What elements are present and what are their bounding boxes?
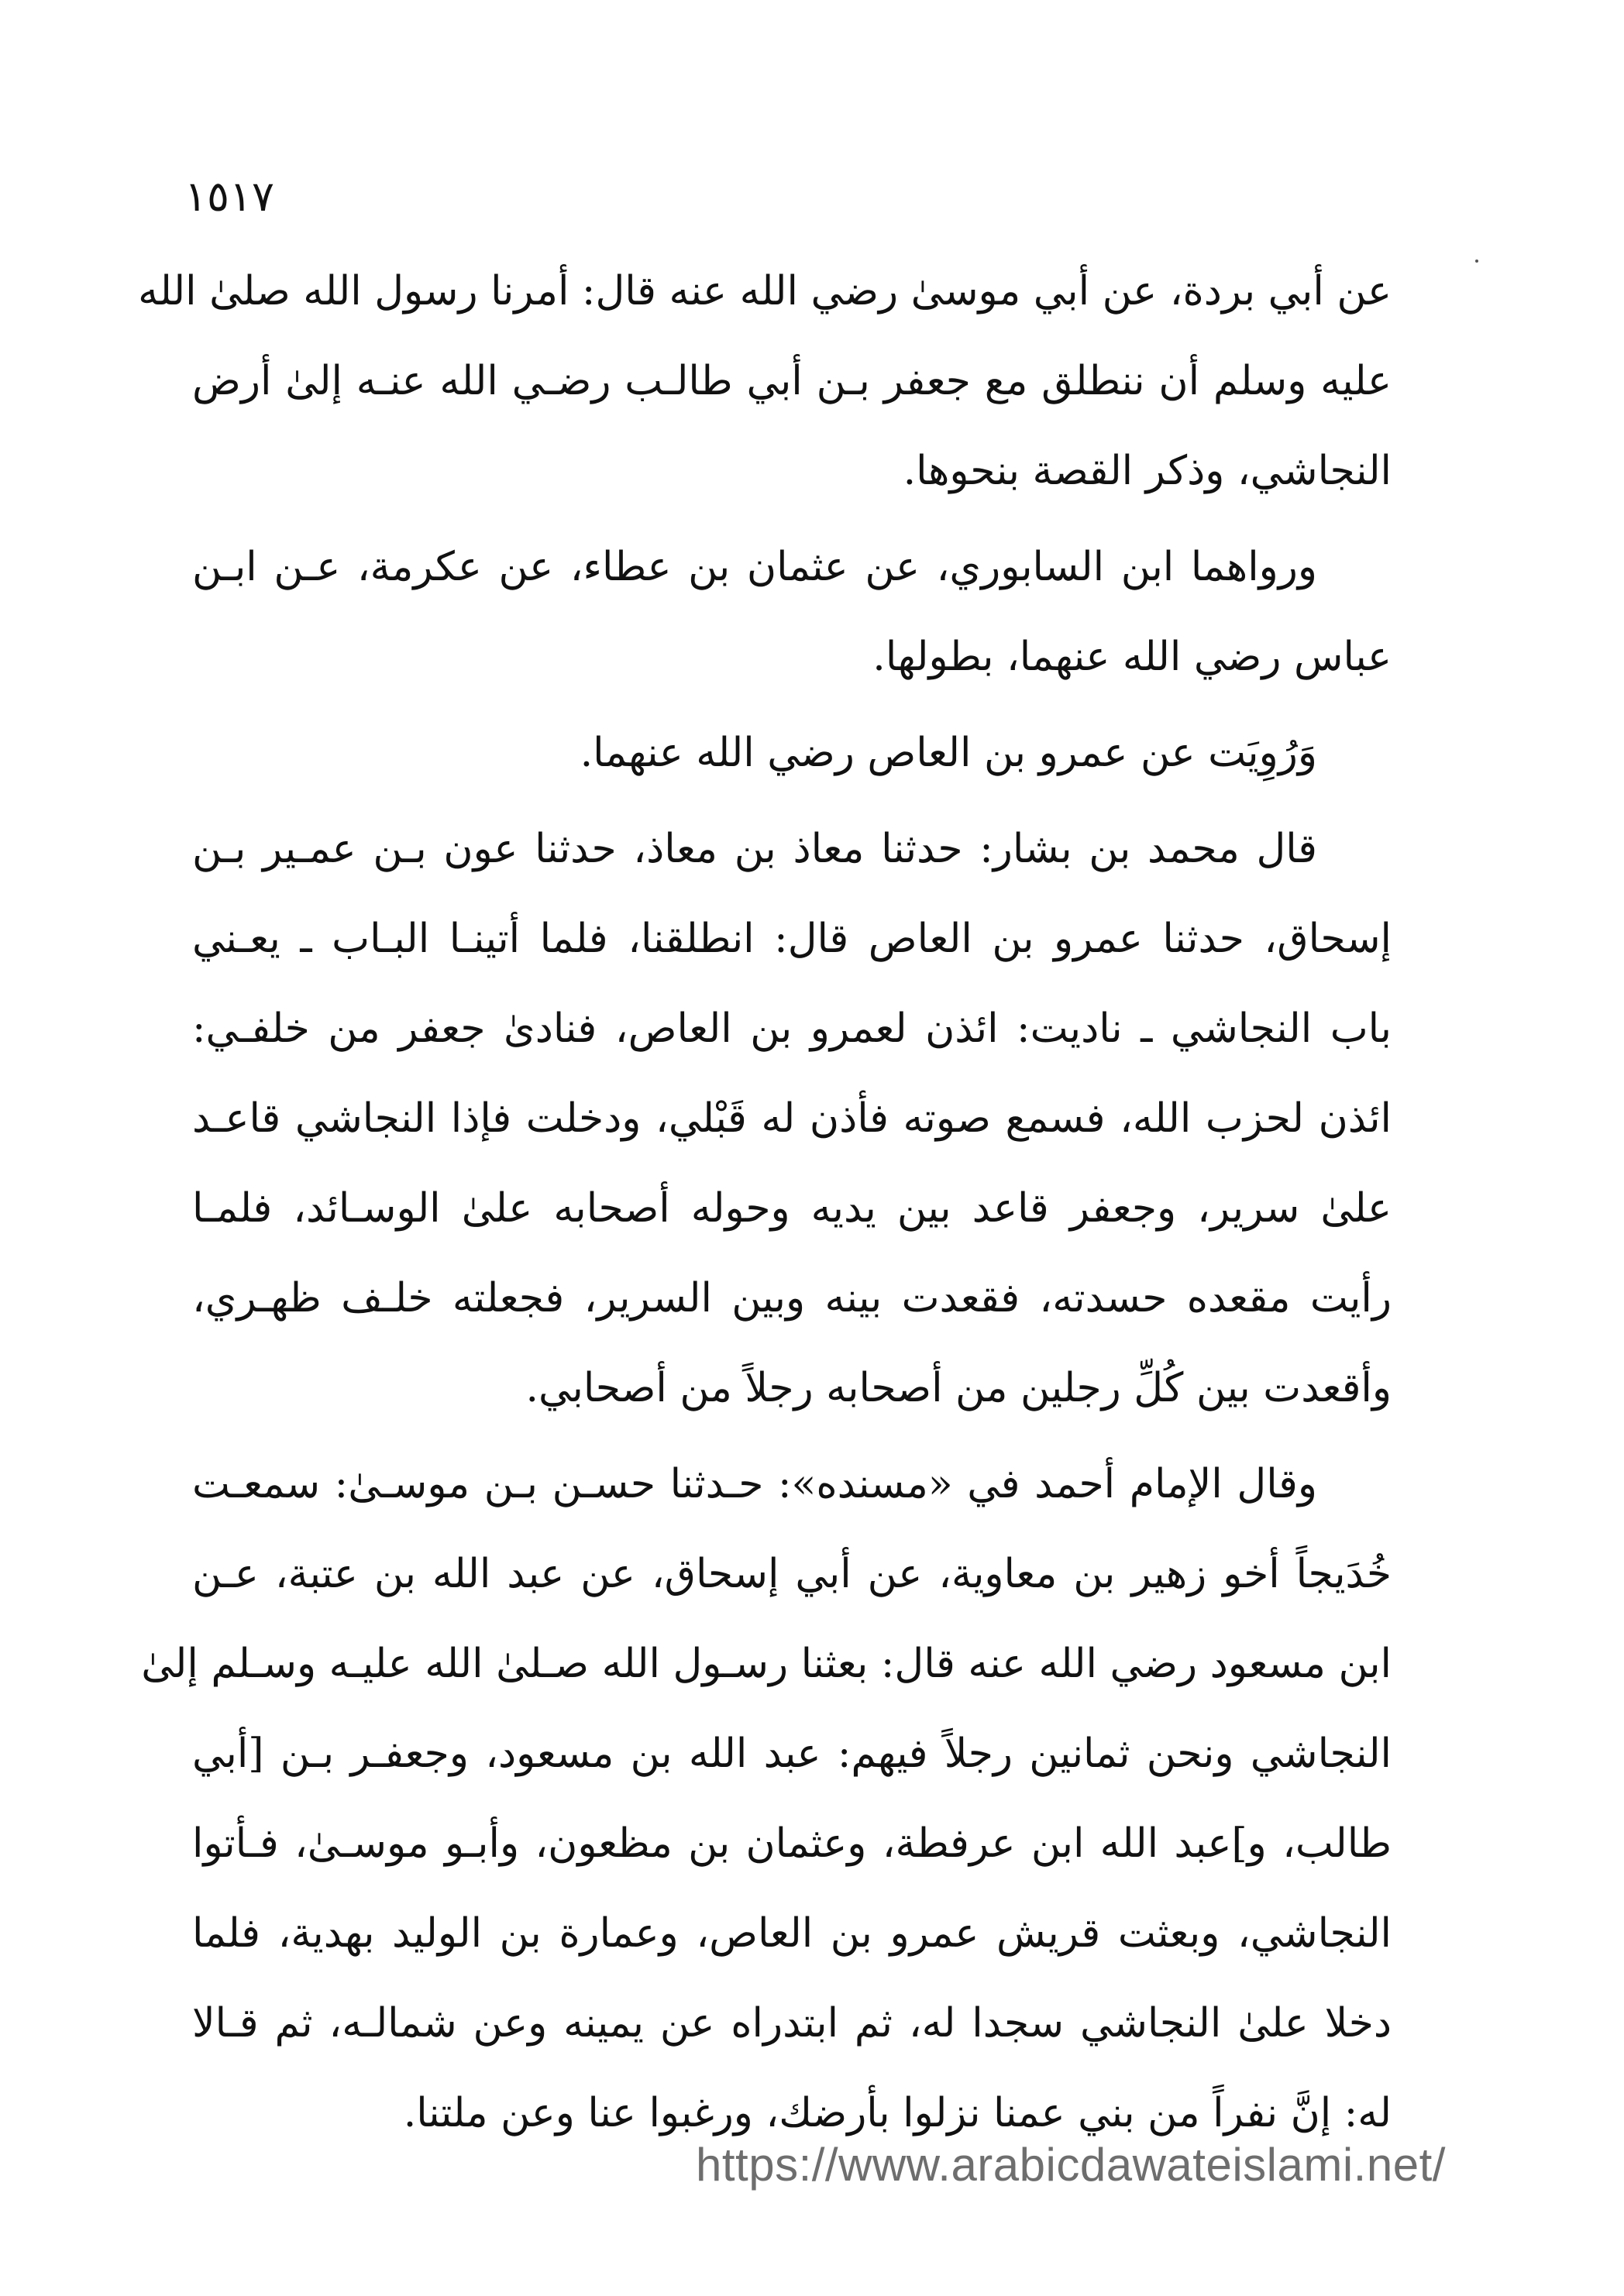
watermark-url: https://www.arabicdawateislami.net/ xyxy=(696,2139,1446,2191)
body-text xyxy=(138,246,1392,2164)
text-line: عباس رضي الله عنهما، بطولها. xyxy=(872,634,1392,680)
text-line: علىٰ سرير، وجعفر قاعد بين يديه وحوله أصحابه علىٰ الوسـائد، فلمـا xyxy=(192,1185,1392,1232)
text-line: طالب، و]عبد الله ابن عرفطة، وعثمان بن مظعون، وأبـو موسـىٰ، فـأتوا xyxy=(192,1820,1392,1867)
text-line: دخلا علىٰ النجاشي سجدا له، ثم ابتدراه عن يمينه وعن شمالـه، ثم قـالا xyxy=(192,2000,1392,2047)
paragraph-3 xyxy=(192,708,1392,798)
text-line: خُدَيجاً أخو زهير بن معاوية، عن أبي إسحاق، عن عبد الله بن عتبة، عـن xyxy=(192,1551,1392,1597)
text-line: رأيت مقعده حسدته، فقعدت بينه وبين السرير، فجعلته خلـف ظهـري، xyxy=(192,1275,1392,1322)
text-line: وَرُوِيَت عن عمرو بن العاص رضي الله عنهما. xyxy=(580,730,1317,776)
text-line: باب النجاشي ـ ناديت: ائذن لعمرو بن العاص، فنادىٰ جعفر من خلفـي: xyxy=(192,1005,1392,1052)
text-line: عليه وسلم أن ننطلق مع جعفر بـن أبي طالـب رضـي الله عنـه إلىٰ أرض xyxy=(192,358,1392,404)
text-line: وقال الإمام أحمد في «مسنده»: حـدثنا حسـن بـن موسـىٰ: سمعـت xyxy=(192,1461,1317,1507)
text-line: ورواهما ابن السابوري، عن عثمان بن عطاء، عن عكرمة، عـن ابـن xyxy=(192,544,1317,590)
text-line: النجاشي، وذكر القصة بنحوها. xyxy=(903,448,1392,494)
text-line: النجاشي، وبعثت قريش عمرو بن العاص، وعمارة بن الوليد بهدية، فلما xyxy=(192,1910,1392,1957)
page-number: ١٥١٧ xyxy=(184,172,275,221)
paragraph-1 xyxy=(138,246,1392,516)
paragraph-4 xyxy=(192,804,1392,1433)
text-line: النجاشي ونحن ثمانين رجلاً فيهم: عبد الله بن مسعود، وجعفـر بـن [أبي xyxy=(192,1731,1392,1777)
paragraph-2 xyxy=(192,522,1392,702)
text-line: قال محمد بن بشار: حدثنا معاذ بن معاذ، حدثنا عون بـن عمـير بـن xyxy=(192,826,1317,872)
text-line: ابن مسعود رضي الله عنه قال: بعثنا رسـول الله صـلىٰ الله عليـه وسـلم إلىٰ xyxy=(141,1641,1392,1687)
text-line: وأقعدت بين كُلِّ رجلين من أصحابه رجلاً من أصحابي. xyxy=(525,1365,1392,1411)
text-line: عن أبي بردة، عن أبي موسىٰ رضي الله عنه قال: أمرنا رسول الله صلىٰ الله xyxy=(138,268,1392,314)
paragraph-5 xyxy=(141,1439,1392,2158)
text-line: ائذن لحزب الله، فسمع صوته فأذن له قَبْلي، ودخلت فإذا النجاشي قاعـد xyxy=(192,1095,1392,1142)
scan-speck xyxy=(1475,260,1478,263)
text-line: له: إنَّ نفراً من بني عمنا نزلوا بأرضك، ورغبوا عنا وعن ملتنا. xyxy=(403,2090,1392,2136)
text-line: إسحاق، حدثنا عمرو بن العاص قال: انطلقنا، فلما أتينـا البـاب ـ يعـني xyxy=(192,916,1392,962)
